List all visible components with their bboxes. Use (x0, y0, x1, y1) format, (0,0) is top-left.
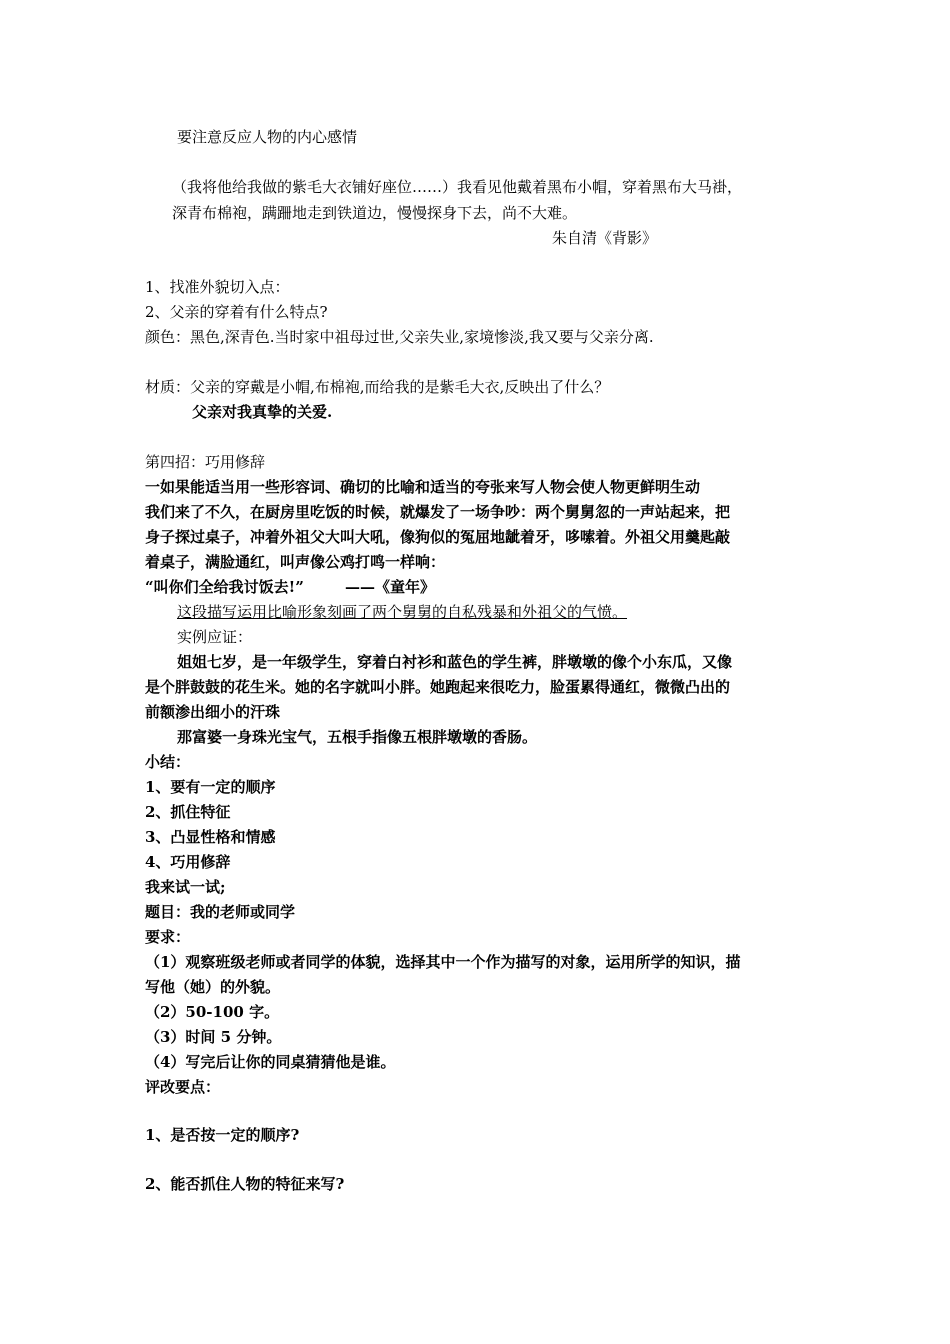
example-line: 那富婆一身珠光宝气，五根手指像五根胖墩墩的香肠。 (177, 728, 538, 746)
point-item: 1、找准外貌切入点： (145, 278, 290, 296)
quote-source: 朱自清《背影》 (552, 229, 658, 247)
material-analysis: 材质：父亲的穿戴是小帽,布棉袍,而给我的是紫毛大衣,反映出了什么？ (145, 378, 610, 396)
practice-heading: 我来试一试; (145, 878, 226, 896)
excerpt-comment: 这段描写运用比喻形象刻画了两个舅舅的自私残暴和外祖父的气愤。 (177, 603, 628, 621)
excerpt-quote: “叫你们全给我讨饭去!” (145, 578, 304, 596)
requirement-item: （2）50-100 字。 (145, 1003, 280, 1021)
excerpt-line: 我们来了不久，在厨房里吃饭的时候，就爆发了一场争吵：两个舅舅忽的一声站起来，把 (145, 503, 731, 521)
excerpt-line: 着桌子，满脸通红，叫声像公鸡打鸣一样响： (145, 553, 446, 571)
section-heading: 第四招：巧用修辞 (145, 453, 266, 471)
color-analysis: 颜色：黑色,深青色.当时家中祖母过世,父亲失业,家境惨淡,我又要与父亲分离. (145, 328, 654, 346)
excerpt-line: 身子探过桌子，冲着外祖父大叫大吼，像狗似的冤屈地龇着牙，哆嗦着。外祖父用羹匙敲 (145, 528, 731, 546)
point-item: 2、父亲的穿着有什么特点? (145, 303, 328, 321)
summary-item: 2、抓住特征 (145, 803, 231, 821)
example-line: 姐姐七岁，是一年级学生，穿着白衬衫和蓝色的学生裤，胖墩墩的像个小东瓜，又像 (177, 653, 733, 671)
summary-heading: 小结： (145, 753, 191, 771)
requirement-item: （4）写完后让你的同桌猜猜他是谁。 (145, 1053, 396, 1071)
review-item: 1、是否按一定的顺序? (145, 1126, 300, 1144)
summary-item: 3、凸显性格和情感 (145, 828, 276, 846)
excerpt-source: ——《童年》 (345, 578, 436, 596)
requirement-item: 写他（她）的外貌。 (145, 978, 281, 996)
intro-note: 要注意反应人物的内心感情 (177, 128, 358, 146)
requirements-heading: 要求： (145, 928, 191, 946)
review-item: 2、能否抓住人物的特征来写? (145, 1175, 345, 1193)
quote-line: （我将他给我做的紫毛大衣铺好座位……）我看见他戴着黑布小帽，穿着黑布大马褂， (172, 178, 743, 196)
analysis-answer: 父亲对我真挚的关爱. (192, 403, 333, 421)
example-line: 前额渗出细小的汗珠 (145, 703, 281, 721)
section-intro: 一如果能适当用一些形容词、确切的比喻和适当的夸张来写人物会使人物更鲜明生动 (145, 478, 701, 496)
requirement-item: （3）时间 5 分钟。 (145, 1028, 282, 1046)
requirement-item: （1）观察班级老师或者同学的体貌，选择其中一个作为描写的对象，运用所学的知识，描 (145, 953, 741, 971)
review-heading: 评改要点： (145, 1078, 221, 1096)
quote-line: 深青布棉袍，蹒跚地走到铁道边，慢慢探身下去，尚不大难。 (172, 204, 578, 222)
summary-item: 1、要有一定的顺序 (145, 778, 276, 796)
example-line: 是个胖鼓鼓的花生米。她的名字就叫小胖。她跑起来很吃力，脸蛋累得通红，微微凸出的 (145, 678, 731, 696)
example-heading: 实例应证： (177, 628, 253, 646)
practice-topic: 题目：我的老师或同学 (145, 903, 296, 921)
summary-item: 4、巧用修辞 (145, 853, 231, 871)
